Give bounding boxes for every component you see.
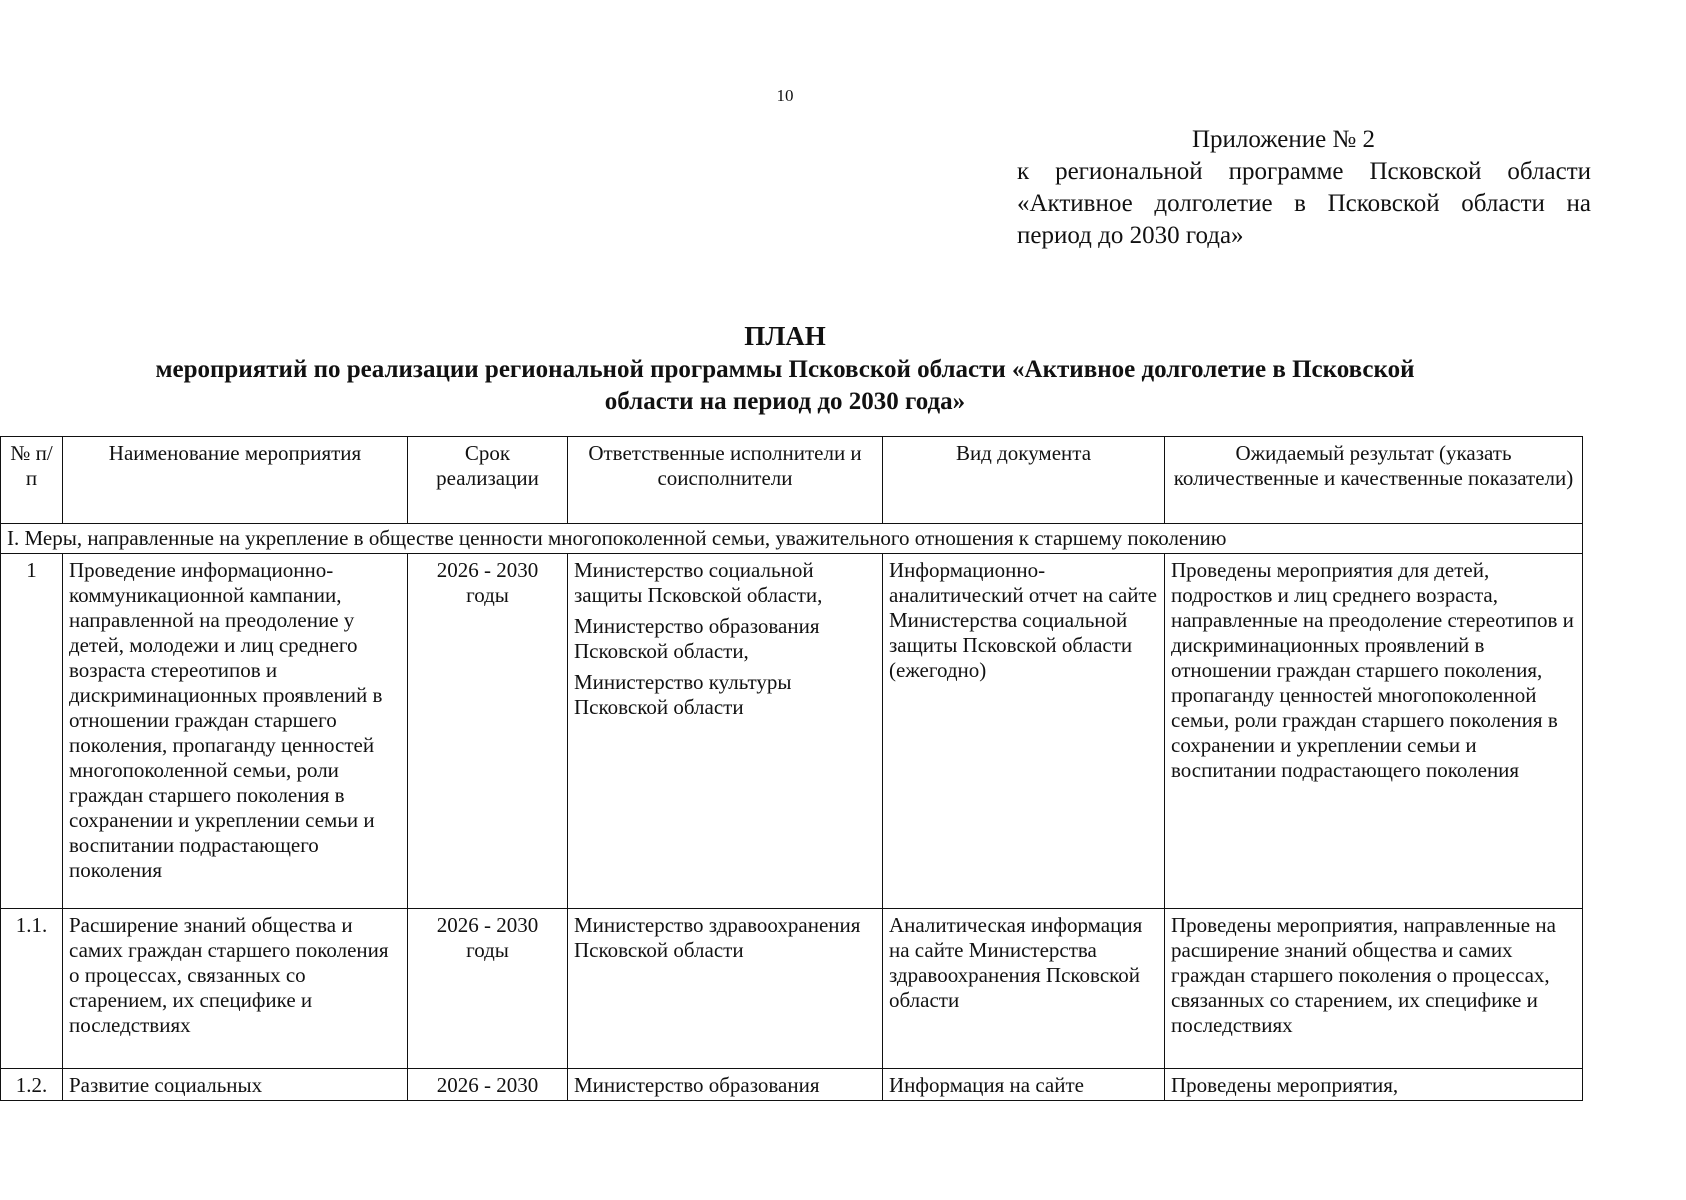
- header-document: Вид документа: [883, 437, 1165, 524]
- header-responsible: Ответственные исполнители и соисполнители: [568, 437, 883, 524]
- page-number: 10: [776, 86, 794, 105]
- plan-title: ПЛАН: [744, 321, 826, 351]
- table-row: [1, 554, 1583, 909]
- row-num: 1.1.: [1, 909, 63, 1069]
- plan-subtitle: мероприятий по реализации региональной программы Псковской области «Активное долголетие в Псковской области на период до 2030 года»: [155, 356, 1415, 415]
- annex-title: Приложение № 2: [1192, 126, 1376, 153]
- responsible-item: Министерство образования Псковской области,: [574, 614, 820, 663]
- row-result: Проведены мероприятия,: [1165, 1069, 1583, 1101]
- row-num: 1: [1, 554, 63, 909]
- row-result: Проведены мероприятия, направленные на расширение знаний общества и самих граждан старшего поколения о процессах, связанных со старением, их специфике и последствиях: [1165, 909, 1583, 1069]
- row-period: 2026 - 2030: [408, 1069, 568, 1101]
- header-name: Наименование мероприятия: [63, 437, 408, 524]
- row-responsible: [568, 554, 883, 909]
- row-document: Информация на сайте: [883, 1069, 1165, 1101]
- header-num: № п/п: [1, 437, 63, 524]
- annex-text: к региональной программе Псковской области «Активное долголетие в Псковской области на период до 2030 года»: [1017, 158, 1591, 249]
- header-result: Ожидаемый результат (указать количественные и качественные показатели): [1165, 437, 1583, 524]
- row-name: Расширение знаний общества и самих граждан старшего поколения о процессах, связанных со старением, их специфике и последствиях: [63, 909, 408, 1069]
- row-responsible: Министерство здравоохранения Псковской области: [568, 909, 883, 1069]
- row-name: Проведение информационно-коммуникационной кампании, направленной на преодоление у детей, молодежи и лиц среднего возраста стереотипов и дискриминационных проявлений в отношении граждан старшего поколения, пропаганду ценностей многопоколенной семьи, роли граждан старшего поколения в сохранении и укреплении семьи и воспитании подрастающего поколения: [63, 554, 408, 909]
- responsible-item: Министерство культуры Псковской области: [574, 670, 792, 719]
- table-row: [1, 909, 1583, 1069]
- header-period: Срок реализации: [408, 437, 568, 524]
- table-header-row: [1, 437, 1583, 524]
- row-period: 2026 - 2030 годы: [408, 554, 568, 909]
- row-document: Информационно-аналитический отчет на сайте Министерства социальной защиты Псковской области (ежегодно): [883, 554, 1165, 909]
- row-name: Развитие социальных: [63, 1069, 408, 1101]
- row-num: 1.2.: [1, 1069, 63, 1101]
- section-title: I. Меры, направленные на укрепление в обществе ценности многопоколенной семьи, уважительного отношения к старшему поколению: [1, 524, 1583, 554]
- row-responsible: Министерство образования: [568, 1069, 883, 1101]
- responsible-item: Министерство социальной защиты Псковской области,: [574, 558, 823, 607]
- row-period: 2026 - 2030 годы: [408, 909, 568, 1069]
- plan-table: [0, 436, 1583, 1101]
- row-document: Аналитическая информация на сайте Министерства здравоохранения Псковской области: [883, 909, 1165, 1069]
- row-result: Проведены мероприятия для детей, подростков и лиц среднего возраста, направленные на преодоление стереотипов и дискриминационных проявлений в отношении граждан старшего поколения, пропаганду ценностей многопоколенной семьи, роли граждан старшего поколения в сохранении и укреплении семьи и воспитании подрастающего поколения: [1165, 554, 1583, 909]
- annex-block: [1017, 124, 1591, 252]
- section-row: [1, 524, 1583, 554]
- table-row: [1, 1069, 1583, 1101]
